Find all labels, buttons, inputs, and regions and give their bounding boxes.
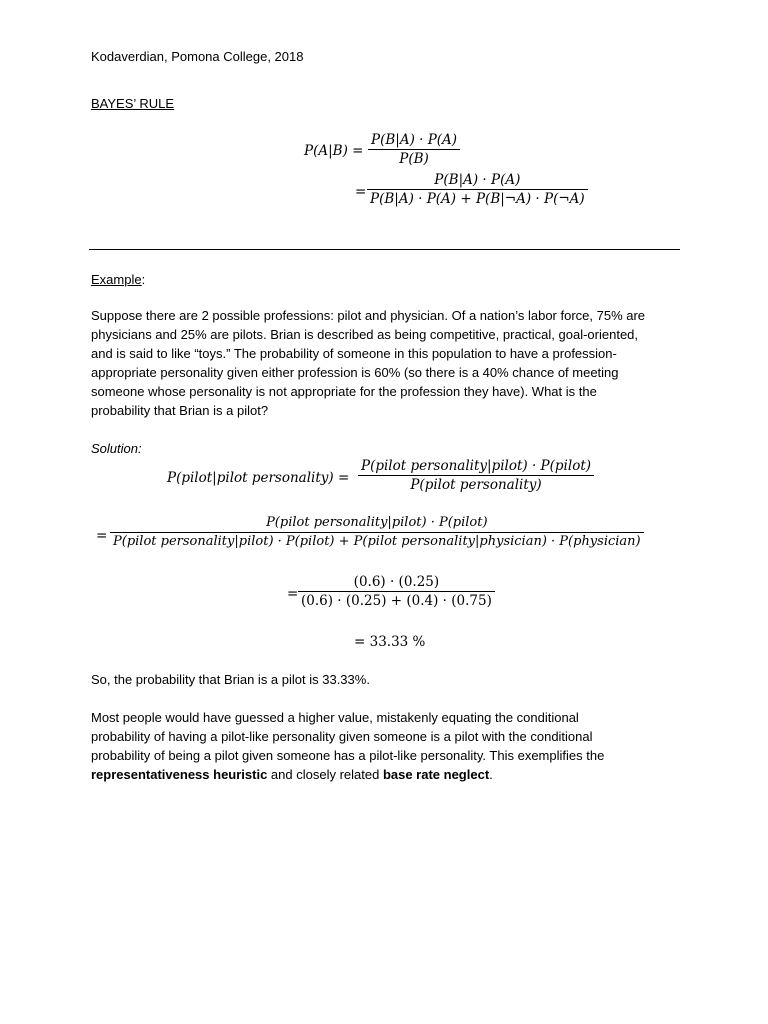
solution-result: = 33.33 % (354, 634, 426, 650)
solution-s1-numerator: P(pilot personality|pilot) · P(pilot) (361, 458, 592, 474)
conclusion-line: So, the probability that Brian is a pilot is 33.33%. (91, 672, 370, 687)
bayes-fraction-1 (368, 131, 460, 168)
solution-lhs: P(pilot|pilot personality) = (167, 470, 350, 486)
conclusion-p-line-2: probability of having a pilot-like personality given someone is a pilot with the conditional (91, 729, 593, 744)
term-base-rate-neglect: base rate neglect (382, 767, 490, 782)
bayes-lhs: P(A|B) = (304, 143, 364, 159)
horizontal-divider (89, 249, 680, 250)
conclusion-end: . (489, 767, 493, 782)
bayes-f1-numerator: P(B|A) · P(A) (371, 132, 458, 148)
example-line-1: Suppose there are 2 possible professions: pilot and physician. Of a nation’s labor force, 75% are (91, 308, 646, 323)
example-heading (91, 270, 145, 289)
example-line-4: appropriate personality given either profession is 60% (so there is a 40% chance of meeting (91, 365, 619, 380)
conclusion-mid-text: and closely related (267, 767, 383, 782)
example-line-5: someone whose personality is not appropriate for the profession they have). What is the (91, 384, 597, 399)
conclusion-p-line-1: Most people would have guessed a higher value, mistakenly equating the conditional (91, 710, 579, 725)
conclusion-p-line-4 (91, 765, 493, 784)
solution-s3-numerator: (0.6) · (0.25) (353, 574, 440, 590)
solution-s3-denominator: (0.6) · (0.25) + (0.4) · (0.75) (301, 593, 492, 609)
author-line: Kodaverdian, Pomona College, 2018 (91, 49, 304, 64)
solution-fraction-3 (298, 573, 495, 610)
bayes-fraction-2 (367, 171, 588, 208)
solution-fraction-1 (358, 457, 594, 494)
solution-fraction-2 (110, 514, 644, 551)
term-representativeness-heuristic: representativeness heuristic (91, 767, 268, 782)
bayes-f2-numerator: P(B|A) · P(A) (434, 172, 521, 188)
example-colon: : (141, 272, 146, 287)
example-line-6: probability that Brian is a pilot? (91, 403, 269, 418)
bayes-f1-denominator: P(B) (399, 151, 429, 167)
bayes-title: BAYES’ RULE (91, 96, 175, 111)
solution-label: Solution: (91, 441, 142, 456)
solution-s2-denominator: P(pilot personality|pilot) · P(pilot) + P(pilot personality|physician) · P(physician) (113, 534, 641, 549)
bayes-eq2: = (355, 184, 367, 200)
solution-eq2: = (96, 528, 108, 544)
solution-eq3: = (287, 586, 299, 602)
example-line-2: physicians and 25% are pilots. Brian is described as being competitive, practical, goal-oriented, (91, 327, 639, 342)
solution-s1-denominator: P(pilot personality) (410, 477, 542, 493)
example-label: Example (91, 272, 142, 287)
bayes-f2-denominator: P(B|A) · P(A) + P(B|¬A) · P(¬A) (370, 191, 585, 207)
example-line-3: and is said to like “toys.” The probability of someone in this population to have a profession- (91, 346, 617, 361)
solution-s2-numerator: P(pilot personality|pilot) · P(pilot) (266, 515, 488, 530)
conclusion-p-line-3: probability of being a pilot given someone has a pilot-like personality. This exemplifies the (91, 748, 605, 763)
